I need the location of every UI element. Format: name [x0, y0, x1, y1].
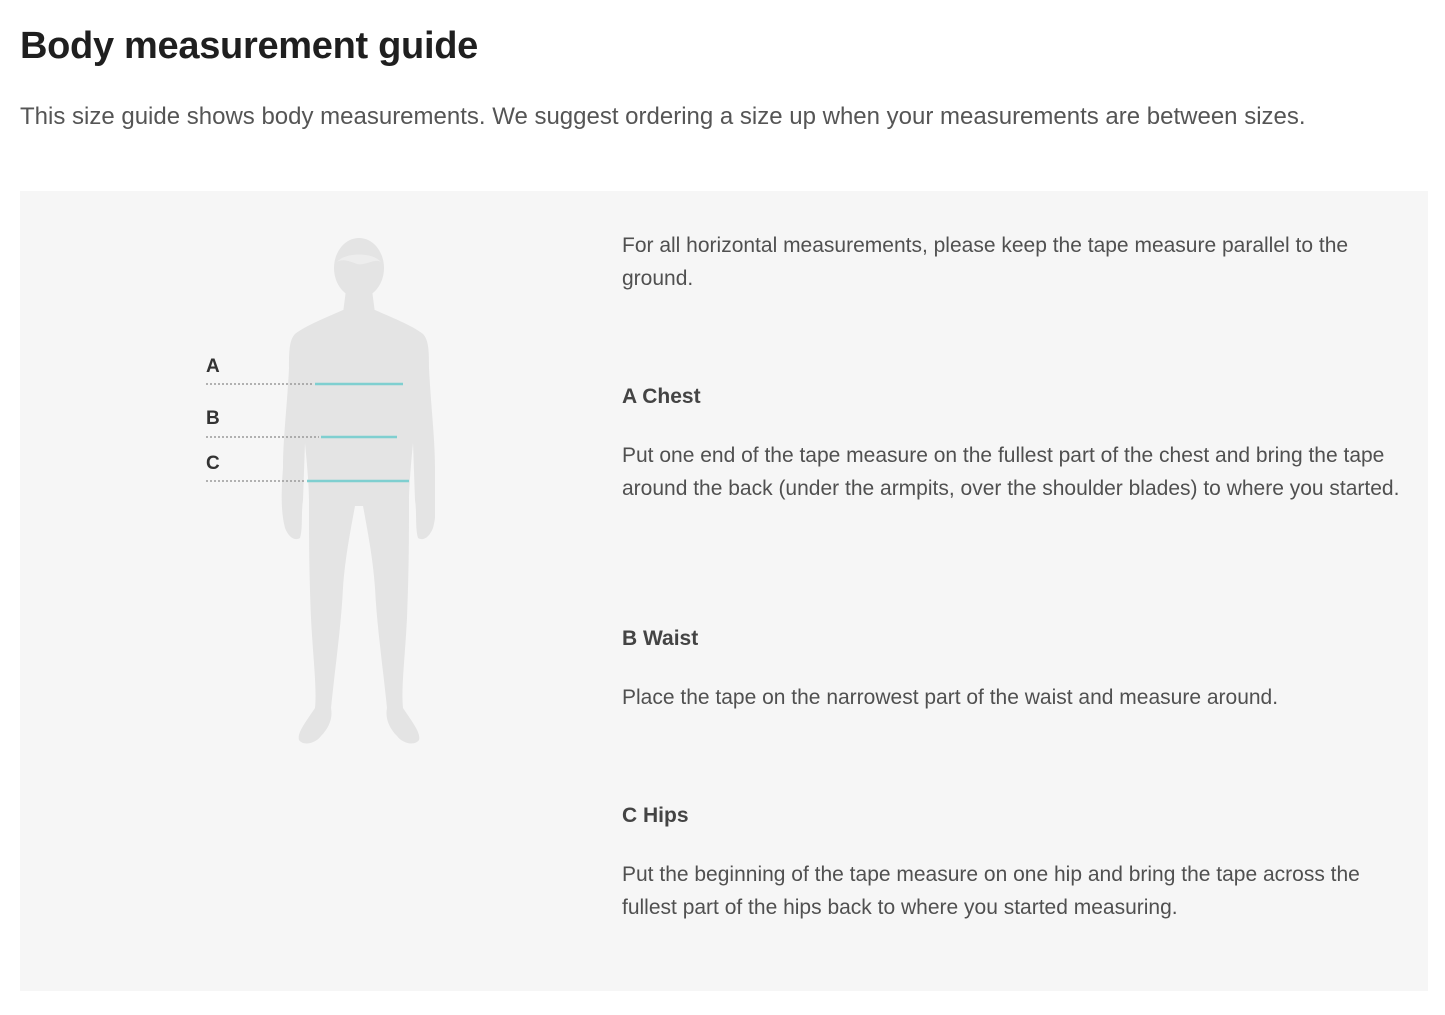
section-body-hips: Put the beginning of the tape measure on one hip and bring the tape across the fullest part of the hips back to where you started measuring.: [622, 863, 1360, 919]
section-heading-waist: B Waist: [622, 627, 699, 650]
section-body-chest: Put one end of the tape measure on the fullest part of the chest and bring the tape around the back (under the armpits, over the shoulder blades) to where you started.: [622, 444, 1400, 500]
intro-text: This size guide shows body measurements. We suggest ordering a size up when your measurements are between sizes.: [20, 103, 1306, 130]
body-figure: [205, 238, 435, 748]
section-body-waist: Place the tape on the narrowest part of the waist and measure around.: [622, 686, 1279, 709]
section-heading-chest: A Chest: [622, 385, 701, 408]
body-silhouette-icon: [205, 238, 435, 748]
label-a: A: [206, 356, 220, 377]
general-note: For all horizontal measurements, please keep the tape measure parallel to the ground.: [622, 234, 1349, 290]
label-c: C: [206, 453, 220, 474]
label-b: B: [206, 408, 220, 429]
page-title: Body measurement guide: [20, 25, 478, 67]
section-heading-hips: C Hips: [622, 804, 689, 827]
measurement-guide-panel: [20, 191, 1428, 991]
